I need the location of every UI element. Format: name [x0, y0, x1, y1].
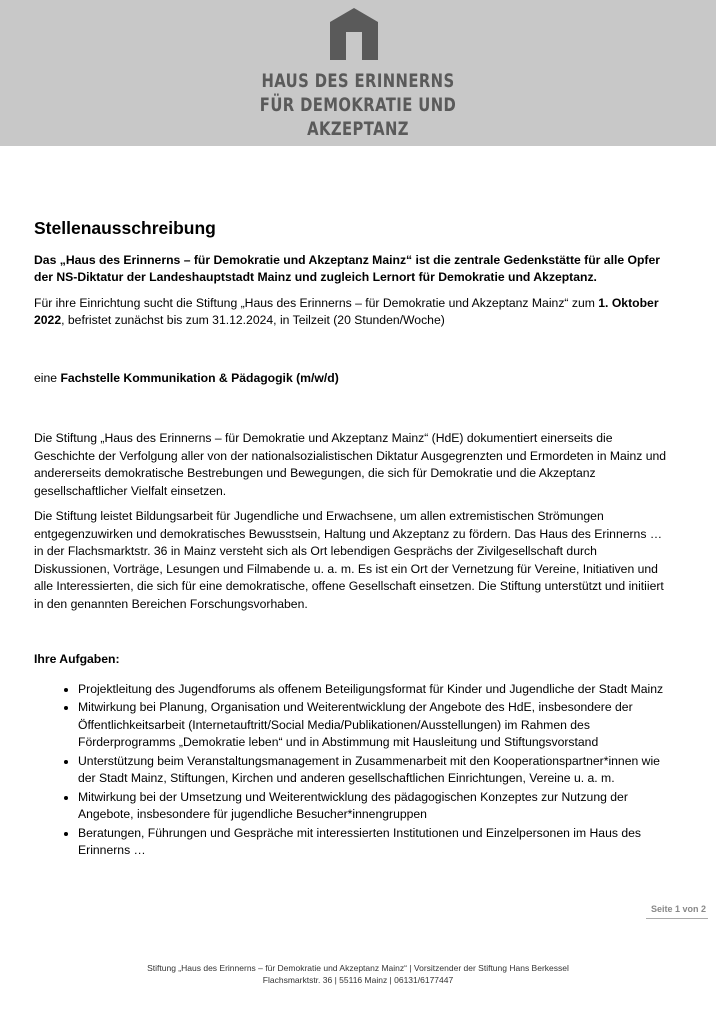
tasks-list	[34, 681, 674, 860]
logo-line-1: HAUS DES ERINNERNS	[261, 70, 455, 92]
offer-paragraph	[34, 295, 674, 330]
page-number: Seite 1 von 2	[650, 904, 706, 914]
footer	[0, 962, 716, 986]
tasks-heading: Ihre Aufgaben:	[34, 652, 120, 666]
list-item: • Unterstützung beim Veranstaltungsmanagement in Zusammenarbeit mit den Kooperationspartner*innen wie der Stadt Mainz, Stiftungen, Kirchen und anderen gesellschaftlichen Einrichtungen, Vereine u. a. m.	[78, 753, 674, 788]
logo-line-2: FÜR DEMOKRATIE UND	[259, 94, 457, 116]
house-logo-icon	[330, 8, 378, 60]
intro-paragraph: Das „Haus des Erinnerns – für Demokratie und Akzeptanz Mainz“ ist die zentrale Gedenkstätte für alle Opfer der NS-Diktatur der Landeshauptstadt Mainz und zugleich Lernort für Demokratie und Akzeptanz.	[34, 252, 661, 284]
description-paragraph-1: Die Stiftung „Haus des Erinnerns – für Demokratie und Akzeptanz Mainz“ (HdE) dokumentiert einerseits die Geschichte der Verfolgung aller von der nationalsozialistischen Diktatur Ausgegrenzten und Ermordeten in Mainz und andererseits demokratische Bestrebungen und Bewegungen, die sich für Demokratie und die Akzeptanz gesellschaftlicher Vielfalt einsetzen.	[34, 431, 667, 498]
logo-line-3: AKZEPTANZ	[307, 118, 409, 140]
list-item: • Mitwirkung bei der Umsetzung und Weiterentwicklung des pädagogischen Konzeptes zur Nutzung der Angebote, insbesondere für jugendliche Besucher*innengruppen	[78, 789, 674, 824]
position-title: Fachstelle Kommunikation & Pädagogik (m/w/d)	[60, 370, 339, 385]
description-paragraph-2: Die Stiftung leistet Bildungsarbeit für Jugendliche und Erwachsene, um allen extremistischen Strömungen entgegenzuwirken und demokratisches Bewusstsein, Haltung und Akzeptanz zu fördern. Das Haus des Erinnerns … in der Flachsmarktstr. 36 in Mainz versteht sich als Ort lebendigen Gesprächs der Zivilgesellschaft durch Diskussionen, Vorträge, Lesungen und Filmabende u. a. m. Es ist ein Ort der Vernetzung für Vereine, Initiativen und alle Interessierten, die sich für eine demokratische, offene Gesellschaft einsetzen. Die Stiftung unterstützt und initiiert in den genannten Bereichen Forschungsvorhaben.	[34, 509, 664, 611]
document-body	[34, 220, 674, 861]
offer-text-start: Für ihre Einrichtung sucht die Stiftung „Haus des Erinnerns – für Demokratie und Akzeptanz Mainz“ zum	[34, 295, 599, 310]
footer-line-2: Flachsmarktstr. 36 | 55116 Mainz | 06131/6177447	[262, 975, 454, 985]
list-item: • Beratungen, Führungen und Gespräche mit interessierten Institutionen und Einzelpersonen im Haus des Erinnerns …	[78, 825, 674, 860]
footer-line-1: Stiftung „Haus des Erinnerns – für Demokratie und Akzeptanz Mainz“ | Vorsitzender der Stiftung Hans Berkessel	[147, 963, 569, 973]
offer-start-date: 1. Oktober 2022	[34, 295, 659, 327]
position-paragraph	[34, 370, 674, 388]
list-item: • Projektleitung des Jugendforums als offenem Beteiligungsformat für Kinder und Jugendliche der Stadt Mainz	[78, 681, 674, 699]
position-prefix: eine	[34, 370, 61, 385]
page-number-divider	[646, 918, 708, 919]
page-title: Stellenausschreibung	[34, 218, 216, 238]
header-banner	[0, 0, 716, 146]
offer-text-end: , befristet zunächst bis zum 31.12.2024, in Teilzeit (20 Stunden/Woche)	[61, 313, 445, 327]
list-item: • Mitwirkung bei Planung, Organisation und Weiterentwicklung der Angebote des HdE, insbesondere der Öffentlichkeitsarbeit (Internetauftritt/Social Media/Publikationen/Ausstellungen) im Rahmen des Förderprogramms „Demokratie leben“ und in Abstimmung mit Hausleitung und Stiftungsvorstand	[78, 699, 674, 752]
